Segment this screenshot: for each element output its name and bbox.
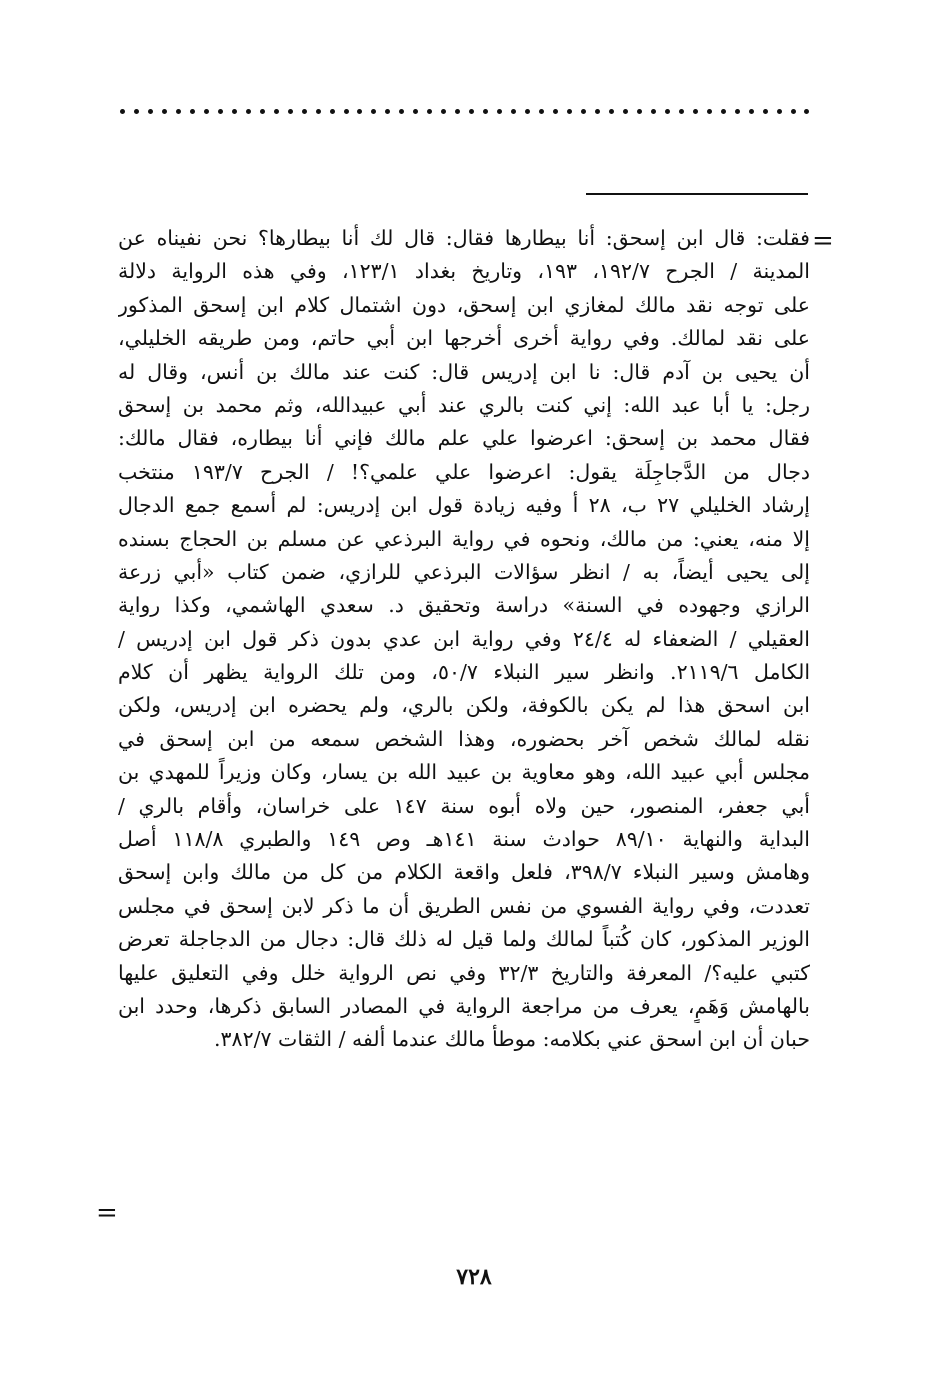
dot [148, 109, 153, 114]
text-line: حبان أن ابن اسحق عني بكلامه: موطأ مالك عندما ألفه / الثقات ٣٨٢/٧. [214, 1027, 810, 1052]
text-line: تعددت، وفي رواية الفسوي من نفس الطريق أن ما ذكر لابن إسحق في مجلس [118, 893, 810, 918]
dot [274, 109, 279, 114]
dot [497, 109, 502, 114]
footnote-separator-rule [586, 193, 808, 195]
text-line: دجال من الدَّجاجِلَة يقول: اعرضوا علي علمي؟! / الجرح ١٩٣/٧ منتخب [118, 459, 810, 484]
dot [371, 109, 376, 114]
dot [120, 109, 125, 114]
text-line: ابن اسحق هذا لم يكن بالكوفة، ولكن بالري، ولم يحضره ابن إدريس، ولكن [118, 693, 810, 718]
dotted-separator [120, 104, 810, 118]
text-line: أن يحيى بن آدم قال: نا ابن إدريس قال: كنت عند مالك بن أنس، وقال له [118, 359, 810, 384]
text-line: الوزير المذكور، كان كُتباً لمالك ولما قيل له ذلك قال: دجال من الدجاجلة تعرض [118, 927, 810, 952]
dot [246, 109, 251, 114]
text-line: إلا منه، يعني: من مالك، ونحوه في رواية البرذعي عن مسلم بن الحجاج بسنده [118, 526, 810, 551]
dot [721, 109, 726, 114]
dot [399, 109, 404, 114]
dot [791, 109, 796, 114]
dot [357, 109, 362, 114]
text-line: وهامش وسير النبلاء ٣٩٨/٧، فلعل واقعة الكلام من كل من مالك وابن إسحق [118, 860, 810, 885]
text-line: فقال محمد بن إسحق: اعرضوا علي علم مالك فإني أنا بيطاره، فقال مالك: [118, 426, 810, 451]
dot [581, 109, 586, 114]
page-number: ٧٢٨ [456, 1264, 492, 1290]
dot [204, 109, 209, 114]
dot [316, 109, 321, 114]
text-line: الرازي وجهوده في السنة» دراسة وتحقيق د. سعدي الهاشمي، وكذا رواية [118, 593, 810, 618]
dot [302, 109, 307, 114]
dot [288, 109, 293, 114]
dot [385, 109, 390, 114]
dot [176, 109, 181, 114]
text-line: على نقد لمالك. وفي رواية أخرى أخرجها ابن أبي حاتم، ومن طريقه الخليلي، [118, 326, 810, 351]
dot [804, 109, 809, 114]
dot [651, 109, 656, 114]
dot [455, 109, 460, 114]
text-line: المدينة / الجرح ١٩٢/٧، ١٩٣، وتاريخ بغداد ١٢٣/١، وفي هذه الرواية دلالة [118, 259, 810, 284]
text-line: كتبي عليه؟/ المعرفة والتاريخ ٣٢/٣ وفي نص الرواية خلل وفي التعليق عليها [118, 960, 810, 985]
dot [511, 109, 516, 114]
dot [162, 109, 167, 114]
text-line: على توجه نقد مالك لمغازي ابن إسحق، دون اشتمال كلام ابن إسحق المذكور [118, 292, 810, 317]
dot [679, 109, 684, 114]
text-line: رجل: يا أبا عبد الله: إني كنت بالري عند أبي عبيدالله، وثم محمد بن إسحق [118, 392, 810, 417]
dot [330, 109, 335, 114]
dot [427, 109, 432, 114]
dot [469, 109, 474, 114]
text-line: مجلس أبي عبيد الله، وهو معاوية بن عبيد الله بن يسار، وكان وزيراً للمهدي بن [118, 760, 810, 785]
dot [218, 109, 223, 114]
dot [749, 109, 754, 114]
dot [344, 109, 349, 114]
dot [553, 109, 558, 114]
dot [623, 109, 628, 114]
text-line: إرشاد الخليلي ٢٧ ب، ٢٨ أ وفيه زيادة قول ابن إدريس: لم أسمع جمع الدجال [118, 493, 810, 518]
dot [232, 109, 237, 114]
continuation-marker: = [812, 226, 834, 256]
dot [483, 109, 488, 114]
dot [525, 109, 530, 114]
dot [441, 109, 446, 114]
dot [134, 109, 139, 114]
dot [595, 109, 600, 114]
text-line: نقله لمالك شخص آخر بحضوره، وهذا الشخص سمعه من ابن إسحق في [118, 726, 810, 751]
end-marker: = [96, 1198, 118, 1228]
dot [609, 109, 614, 114]
text-line: الكامل ٢١١٩/٦. وانظر سير النبلاء ٥٠/٧، ومن تلك الرواية يظهر أن كلام [118, 660, 810, 685]
dot [763, 109, 768, 114]
text-line: إلى يحيى أيضاً، به / انظر سؤالات البرذعي للرازي، ضمن كتاب «أبي زرعة [118, 559, 810, 584]
text-line: العقيلي / الضعفاء له ٢٤/٤ وفي رواية ابن عدي بدون ذكر قول ابن إدريس / [118, 626, 810, 651]
dot [693, 109, 698, 114]
dot [260, 109, 265, 114]
dot [413, 109, 418, 114]
footnote-text [118, 222, 810, 1057]
text-line: البداية والنهاية ٨٩/١٠ حوادث سنة ١٤١هـ وص ١٤٩ والطبري ١١٨/٨ أصل [118, 827, 810, 852]
dot [707, 109, 712, 114]
dot [539, 109, 544, 114]
text-line: بالهامش وَهَمٍ، يعرف من مراجعة الرواية في المصادر السابق ذكرها، وحدد ابن [118, 993, 810, 1018]
dot [777, 109, 782, 114]
dot [665, 109, 670, 114]
dot [637, 109, 642, 114]
dot [190, 109, 195, 114]
dot [735, 109, 740, 114]
text-line: أبي جعفر، المنصور، حين ولاه أبوه سنة ١٤٧ على خراسان، وأقام بالري / [118, 793, 810, 818]
dot [567, 109, 572, 114]
text-line: فقلت: قال ابن إسحق: أنا بيطارها فقال: قال لك أنا بيطارها؟ نحن نفيناه عن [118, 226, 810, 250]
